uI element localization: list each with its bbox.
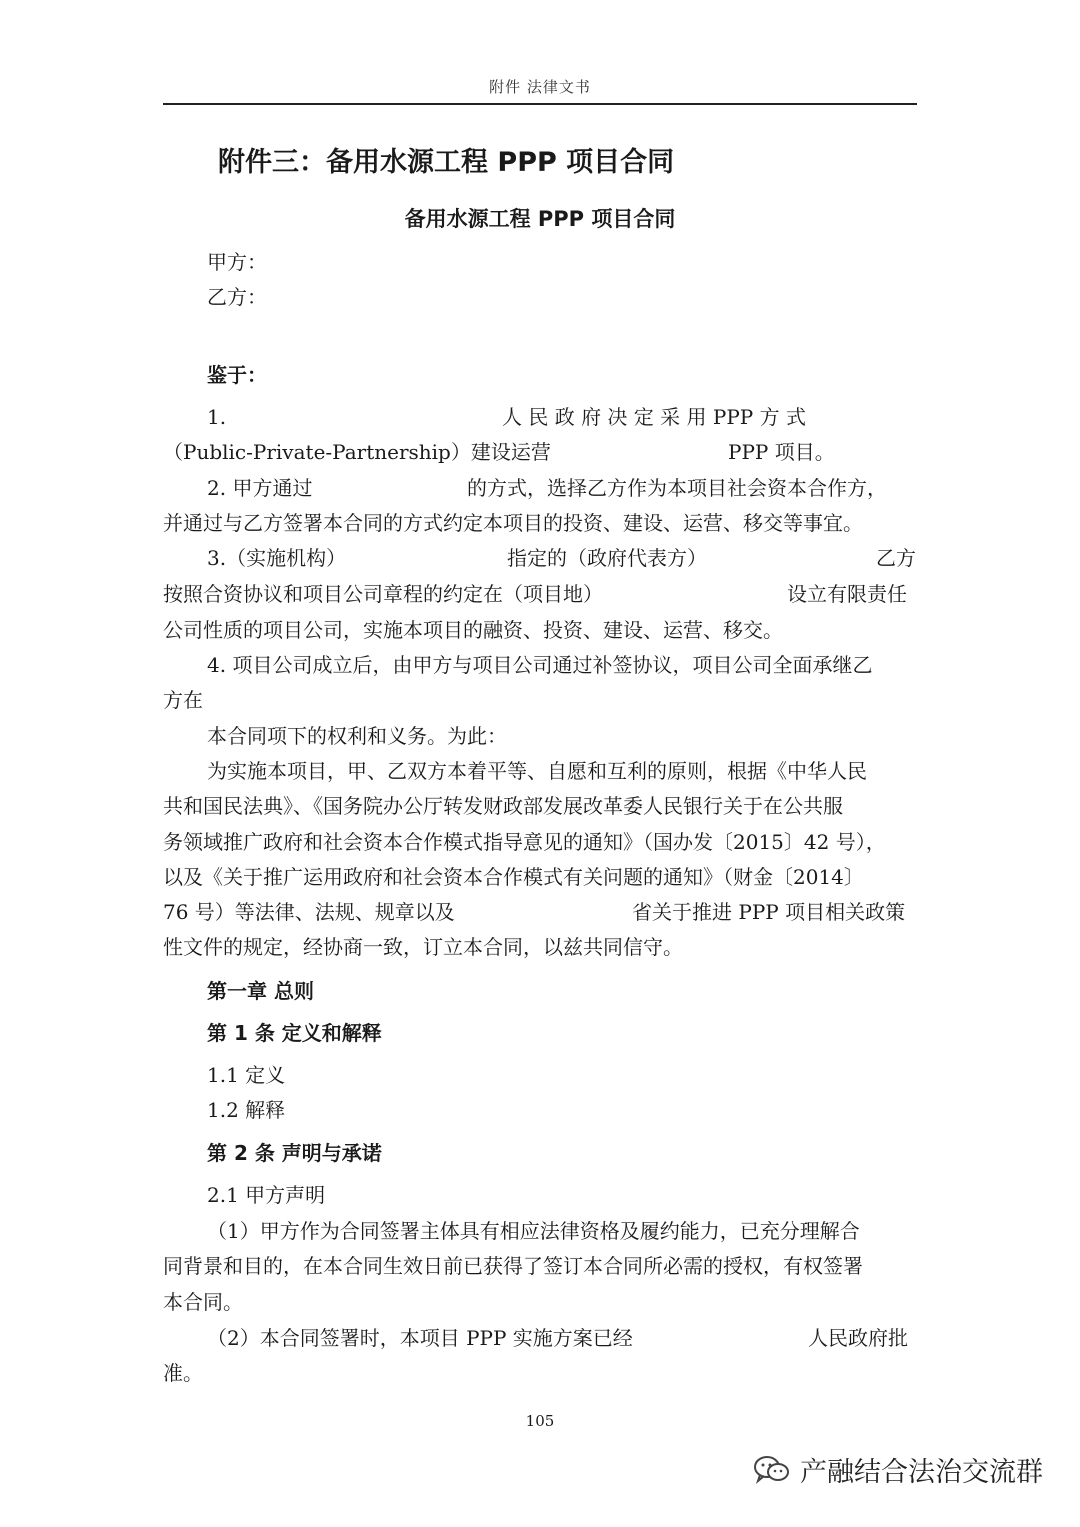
watermark [752, 1450, 1043, 1489]
para5-line4: 以及《关于推广运用政府和社会资本合作模式有关问题的通知》（财金〔2014〕 [163, 865, 864, 889]
para6-line1: （1）甲方作为合同签署主体具有相应法律资格及履约能力，已充分理解合 [207, 1219, 860, 1243]
article1-heading: 第 1 条 定义和解释 [207, 1021, 382, 1045]
para4-line3: 本合同项下的权利和义务。为此： [207, 724, 507, 748]
para5-line5-end: 省关于推进 PPP 项目相关政策 [632, 900, 906, 924]
para3-text: 指定的（政府代表方） [507, 546, 707, 570]
para7-line2: 准。 [163, 1361, 203, 1385]
chapter-heading: 第一章 总则 [207, 979, 314, 1003]
party-a-label: 甲方： [207, 250, 267, 274]
page-number: 105 [525, 1412, 555, 1430]
para2-start: 2. 甲方通过 [207, 476, 313, 500]
para5-line1: 为实施本项目，甲、乙双方本着平等、自愿和互利的原则，根据《中华人民 [207, 759, 867, 783]
para1-line2-end: PPP 项目。 [728, 440, 835, 464]
section-1-2: 1.2 解释 [207, 1098, 286, 1122]
party-b-label: 乙方： [207, 285, 267, 309]
article2-heading: 第 2 条 声明与承诺 [207, 1141, 382, 1165]
para2-line2: 并通过与乙方签署本合同的方式约定本项目的投资、建设、运营、移交等事宜。 [163, 511, 863, 535]
para5-line5: 76 号）等法律、法规、规章以及 [163, 900, 455, 924]
para5-line6: 性文件的规定，经协商一致，订立本合同，以兹共同信守。 [163, 935, 683, 959]
watermark-text: 产融结合法治交流群 [800, 1457, 1043, 1488]
wechat-icon [752, 1453, 792, 1487]
para4-line1: 4. 项目公司成立后，由甲方与项目公司通过补签协议，项目公司全面承继乙 [207, 653, 873, 677]
page-title: 附件三：备用水源工程 PPP 项目合同 [218, 147, 675, 178]
para3-start: 3.（实施机构） [207, 546, 347, 570]
para1-text: 人 民 政 府 决 定 采 用 PPP 方 式 [502, 405, 806, 429]
section-1-1: 1.1 定义 [207, 1063, 286, 1087]
running-header: 附件 法律文书 [489, 78, 591, 96]
header-rule [163, 103, 917, 105]
para3-line2: 按照合资协议和项目公司章程的约定在（项目地） [163, 582, 603, 606]
para3-line2-end: 设立有限责任 [787, 582, 907, 606]
contract-subtitle: 备用水源工程 PPP 项目合同 [404, 207, 676, 231]
para7-line1-end: 人民政府批 [808, 1326, 908, 1350]
para1-line2: （Public-Private-Partnership）建设运营 [163, 440, 551, 464]
section-2-1: 2.1 甲方声明 [207, 1183, 326, 1207]
para7-line1: （2）本合同签署时，本项目 PPP 实施方案已经 [207, 1326, 633, 1350]
para1-number: 1. [207, 405, 227, 429]
para5-line3: 务领域推广政府和社会资本合作模式指导意见的通知》（国办发〔2015〕42 号）， [163, 830, 886, 854]
para5-line2: 共和国民法典》、《国务院办公厅转发财政部发展改革委人民银行关于在公共服 [163, 794, 843, 818]
para4-line2: 方在 [163, 688, 203, 712]
para6-line2: 同背景和目的，在本合同生效日前已获得了签订本合同所必需的授权，有权签署 [163, 1254, 863, 1278]
para3-end: 乙方 [876, 546, 916, 570]
para3-line3: 公司性质的项目公司，实施本项目的融资、投资、建设、运营、移交。 [163, 618, 783, 642]
para6-line3: 本合同。 [163, 1290, 243, 1314]
para2-text: 的方式，选择乙方作为本项目社会资本合作方， [467, 476, 887, 500]
whereas-heading: 鉴于： [207, 363, 267, 387]
